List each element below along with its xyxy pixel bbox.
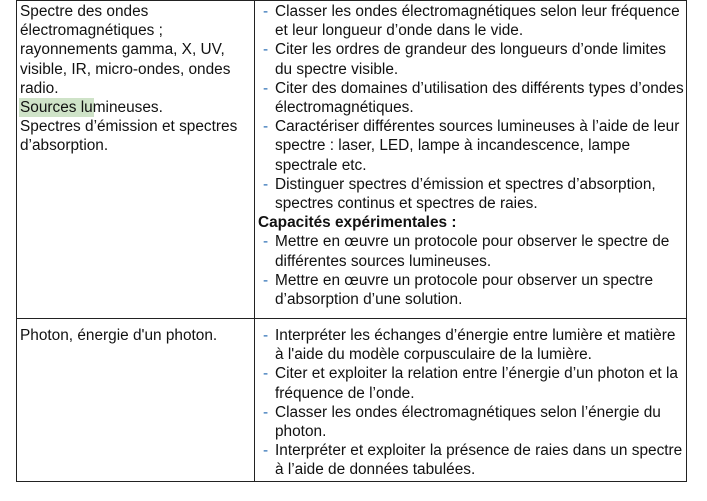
dash-bullet: - (263, 403, 269, 421)
notion-line-rest: mineuses. (92, 99, 163, 117)
list-item (258, 403, 684, 441)
dash-bullet: - (263, 41, 269, 59)
capacity-list (258, 2, 684, 213)
notion-line: d’absorption. (20, 137, 109, 155)
list-item (258, 364, 684, 402)
list-item-text: Mettre en œuvre un protocole pour observer un spectre d’absorption d’une solution. (275, 271, 654, 309)
table-cell-capacity (255, 319, 687, 482)
dash-bullet: - (263, 79, 269, 97)
list-item (258, 117, 684, 175)
table-cell-notion (17, 319, 255, 482)
list-item-text: Classer les ondes électromagnétiques selon l’énergie du photon. (275, 403, 661, 441)
program-table (16, 0, 687, 482)
notion-line: Spectre des ondes (20, 3, 149, 20)
list-item-text: Interpréter les échanges d’énergie entre lumière et matière à l'aide du modèle corpusculaire de la lumière. (275, 327, 676, 364)
notion-line: Spectres d’émission et spectres (20, 118, 238, 136)
table-cell-notion (17, 1, 255, 319)
list-item (258, 175, 684, 213)
list-item (258, 271, 684, 309)
dash-bullet: - (263, 365, 269, 383)
list-item-text: Citer des domaines d’utilisation des différents types d’ondes électromagnétiques. (275, 79, 684, 117)
list-item-text: Distinguer spectres d’émission et spectres d’absorption, spectres continus et spectres de raies. (275, 175, 656, 213)
dash-bullet: - (263, 442, 269, 460)
list-item (258, 441, 684, 479)
list-item-text: Interpréter et exploiter la présence de raies dans un spectre à l’aide de données tabulées. (275, 442, 683, 479)
notion-line: rayonnements gamma, X, UV, (20, 41, 225, 59)
list-item (258, 326, 684, 364)
list-item-text: Caractériser différentes sources lumineuses à l’aide de leur spectre : laser, LED, lampe à incandescence, lampe spectrale etc. (275, 118, 680, 174)
experimental-list (258, 232, 684, 309)
dash-bullet: - (263, 3, 269, 20)
dash-bullet: - (263, 175, 269, 193)
dash-bullet: - (263, 327, 269, 344)
notion-text (20, 2, 250, 156)
notion-line: visible, IR, micro-ondes, ondes (20, 60, 231, 78)
capacity-list (258, 326, 684, 480)
list-item (258, 2, 684, 40)
notion-line: électromagnétiques ; (20, 22, 163, 40)
table-row (17, 319, 687, 482)
list-item (258, 79, 684, 117)
list-item-text: Citer les ordres de grandeur des longueurs d’onde limites du spectre visible. (275, 41, 666, 78)
list-item-text: Citer et exploiter la relation entre l’énergie d’un photon et la fréquence de l’onde. (275, 365, 678, 402)
dash-bullet: - (263, 233, 269, 251)
table-cell-capacity (255, 1, 687, 319)
dash-bullet: - (263, 271, 269, 289)
experimental-subheading: Capacités expérimentales : (258, 214, 457, 232)
list-item-text: Classer les ondes électromagnétiques selon leur fréquence et leur longueur d’onde dans le vide. (275, 3, 680, 40)
notion-line: radio. (20, 79, 59, 97)
dash-bullet: - (263, 118, 269, 136)
notion-text: Photon, énergie d'un photon. (20, 327, 218, 344)
table-row (17, 1, 687, 319)
text-highlight: Sources lu (20, 99, 93, 117)
list-item (258, 232, 684, 270)
notion-line (20, 98, 250, 117)
list-item-text: Mettre en œuvre un protocole pour observer le spectre de différentes sources lumineuses. (275, 233, 670, 270)
list-item (258, 40, 684, 78)
